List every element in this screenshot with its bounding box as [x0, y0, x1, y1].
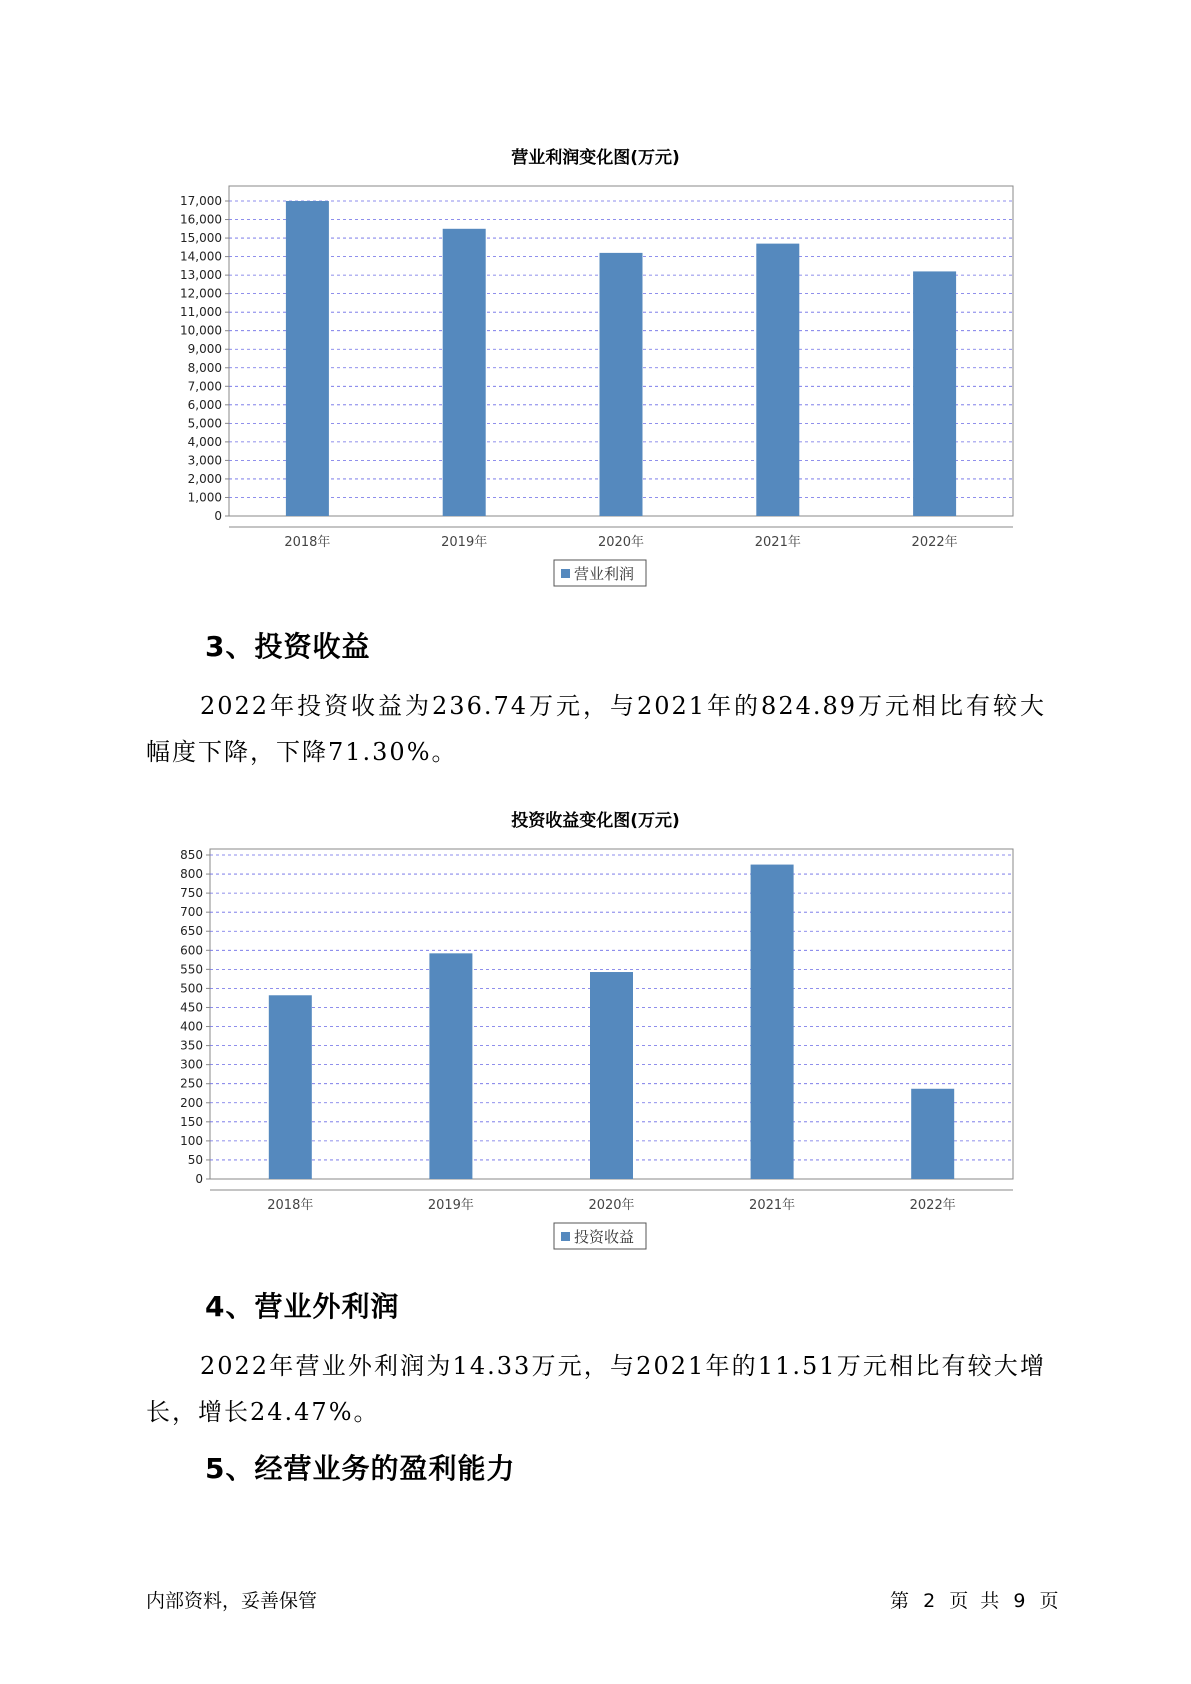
page-suffix: 页	[1039, 1590, 1059, 1612]
x-tick-label: 2021年	[754, 535, 801, 550]
y-tick-label: 350	[180, 1038, 203, 1053]
chart-investment-income	[0, 813, 1191, 1253]
y-tick-label: 100	[180, 1133, 203, 1148]
x-tick-label: 2018年	[284, 535, 331, 550]
y-tick-label: 1,000	[187, 490, 222, 505]
paragraph-non-operating-profit: 2022年营业外利润为14.33万元，与2021年的11.51万元相比有较大增长，增长24.47%。	[146, 1352, 1046, 1426]
y-tick-label: 400	[180, 1019, 203, 1034]
y-tick-label: 5,000	[187, 416, 222, 431]
legend-swatch	[561, 569, 570, 578]
bar	[913, 271, 956, 516]
x-tick-label: 2019年	[427, 1198, 474, 1213]
bar	[600, 253, 643, 516]
page-current: 2	[923, 1590, 936, 1612]
y-tick-label: 17,000	[180, 194, 222, 208]
chart-title-operating-profit: 营业利润变化图(万元)	[511, 148, 680, 168]
y-tick-label: 11,000	[180, 305, 222, 320]
x-tick-label: 2018年	[267, 1198, 314, 1213]
y-tick-label: 200	[180, 1095, 203, 1110]
y-tick-label: 2,000	[187, 471, 222, 486]
y-tick-label: 150	[180, 1114, 203, 1129]
bar	[429, 953, 472, 1179]
heading-non-operating-profit: 4、营业外利润	[205, 1290, 400, 1323]
y-tick-label: 6,000	[187, 397, 222, 412]
y-tick-label: 4,000	[187, 434, 222, 449]
y-tick-label: 7,000	[187, 379, 222, 394]
heading-investment-income: 3、投资收益	[205, 630, 371, 663]
x-tick-label: 2020年	[588, 1198, 635, 1213]
y-tick-label: 3,000	[187, 453, 222, 468]
y-tick-label: 10,000	[180, 323, 222, 338]
page-mid: 页 共	[949, 1590, 1000, 1612]
paragraph-investment-income: 2022年投资收益为236.74万元，与2021年的824.89万元相比有较大幅度下降，下降71.30%。	[146, 692, 1046, 766]
heading-business-profitability: 5、经营业务的盈利能力	[205, 1452, 516, 1485]
bar	[286, 201, 329, 516]
chart-title-investment-income: 投资收益变化图(万元)	[511, 811, 680, 831]
y-tick-label: 0	[195, 1172, 203, 1186]
y-tick-label: 450	[180, 1000, 203, 1015]
legend-swatch	[561, 1232, 570, 1241]
y-tick-label: 9,000	[187, 342, 222, 357]
chart-operating-profit	[0, 150, 1191, 590]
y-tick-label: 16,000	[180, 212, 222, 227]
bar	[590, 972, 633, 1179]
y-tick-label: 500	[180, 981, 203, 996]
y-tick-label: 0	[214, 509, 222, 523]
y-tick-label: 550	[180, 962, 203, 977]
y-tick-label: 300	[180, 1057, 203, 1072]
bar	[751, 865, 794, 1179]
x-tick-label: 2019年	[441, 535, 488, 550]
y-tick-label: 14,000	[180, 249, 222, 264]
y-tick-label: 50	[187, 1152, 203, 1167]
y-tick-label: 750	[180, 886, 203, 901]
legend-label: 营业利润	[574, 565, 635, 583]
y-tick-label: 650	[180, 924, 203, 939]
y-tick-label: 600	[180, 943, 203, 958]
page-prefix: 第	[890, 1590, 910, 1612]
y-tick-label: 8,000	[187, 360, 222, 375]
page-total: 9	[1013, 1590, 1026, 1612]
y-tick-label: 15,000	[180, 231, 222, 246]
x-tick-label: 2022年	[909, 1198, 956, 1213]
bar	[443, 229, 486, 516]
y-tick-label: 700	[180, 905, 203, 920]
footer-page-number	[890, 1586, 1059, 1613]
y-tick-label: 800	[180, 867, 203, 882]
bar	[911, 1089, 954, 1179]
y-tick-label: 850	[180, 848, 203, 862]
y-tick-label: 12,000	[180, 286, 222, 301]
x-tick-label: 2022年	[911, 535, 958, 550]
y-tick-label: 250	[180, 1076, 203, 1091]
y-tick-label: 13,000	[180, 268, 222, 283]
x-tick-label: 2021年	[749, 1198, 796, 1213]
bar	[269, 995, 312, 1179]
footer-confidential-note: 内部资料，妥善保管	[146, 1590, 318, 1612]
x-tick-label: 2020年	[597, 535, 645, 550]
legend-label: 投资收益	[574, 1228, 635, 1246]
bar	[756, 244, 799, 516]
